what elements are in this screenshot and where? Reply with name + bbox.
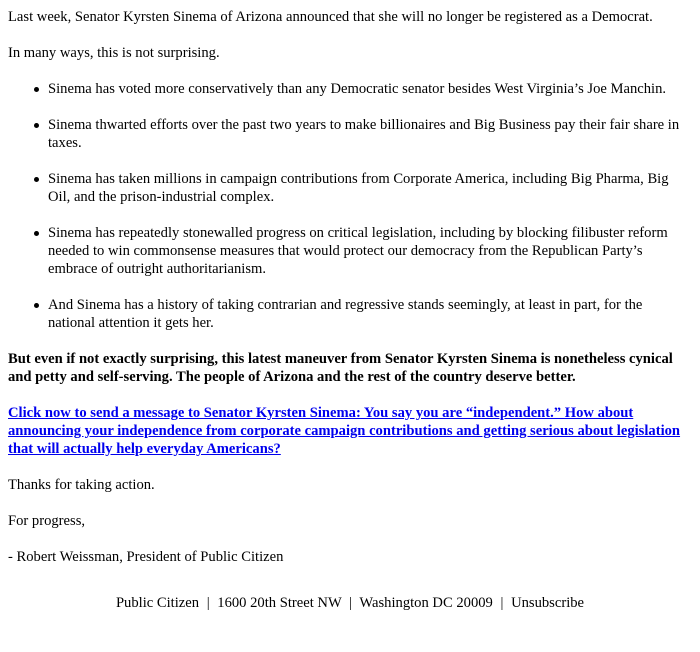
list-item-text: Sinema has repeatedly stonewalled progress on critical legislation, including by blocking filibuster reform needed to win commonsense measures that would protect our democracy from the Republican Party’s embrace of outright authoritarianism.	[48, 225, 668, 277]
intro-paragraph: Last week, Senator Kyrsten Sinema of Arizona announced that she will no longer be registered as a Democrat.	[8, 9, 653, 25]
footer-address: 1600 20th Street NW	[217, 595, 342, 611]
list-item	[48, 80, 692, 98]
bullet-dot-icon	[34, 87, 39, 92]
list-item-text: Sinema has voted more conservatively than any Democratic senator besides West Virginia’s Joe Manchin.	[48, 81, 667, 97]
list-item	[48, 116, 692, 152]
bullet-dot-icon	[34, 177, 39, 182]
list-item-text: And Sinema has a history of taking contrarian and regressive stands seemingly, at least in part, for the national attention it gets her.	[48, 297, 643, 331]
thanks-paragraph: Thanks for taking action.	[8, 477, 155, 493]
closing-paragraph: For progress,	[8, 513, 86, 529]
bullet-list	[8, 80, 692, 332]
emphasis-paragraph: But even if not exactly surprising, this latest maneuver from Senator Kyrsten Sinema is nonetheless cynical and petty and self-serving. The people of Arizona and the rest of the country deserve better.	[8, 351, 673, 385]
list-item	[48, 170, 692, 206]
list-item	[48, 224, 692, 278]
list-item-text: Sinema thwarted efforts over the past two years to make billionaires and Big Business pay their fair share in taxes.	[48, 117, 680, 151]
bullet-dot-icon	[34, 123, 39, 128]
send-message-link[interactable]: Click now to send a message to Senator Kyrsten Sinema: You say you are “independent.” How about announcing your independence from corporate campaign contributions and getting serious about legislation that will actually help everyday Americans?	[8, 405, 681, 457]
list-item	[48, 296, 692, 332]
footer-separator: |	[500, 595, 504, 611]
signature: - Robert Weissman, President of Public Citizen	[8, 549, 284, 565]
cta-paragraph	[8, 404, 692, 458]
bullet-dot-icon	[34, 303, 39, 308]
unsubscribe-link[interactable]: Unsubscribe	[511, 595, 585, 611]
lead-paragraph: In many ways, this is not surprising.	[8, 45, 220, 61]
bullet-dot-icon	[34, 231, 39, 236]
footer-city: Washington DC 20009	[359, 595, 493, 611]
footer-separator: |	[349, 595, 353, 611]
footer	[8, 594, 692, 612]
list-item-text: Sinema has taken millions in campaign contributions from Corporate America, including Big Pharma, Big Oil, and the prison-industrial complex.	[48, 171, 669, 205]
footer-separator: |	[206, 595, 210, 611]
footer-org: Public Citizen	[115, 595, 200, 611]
